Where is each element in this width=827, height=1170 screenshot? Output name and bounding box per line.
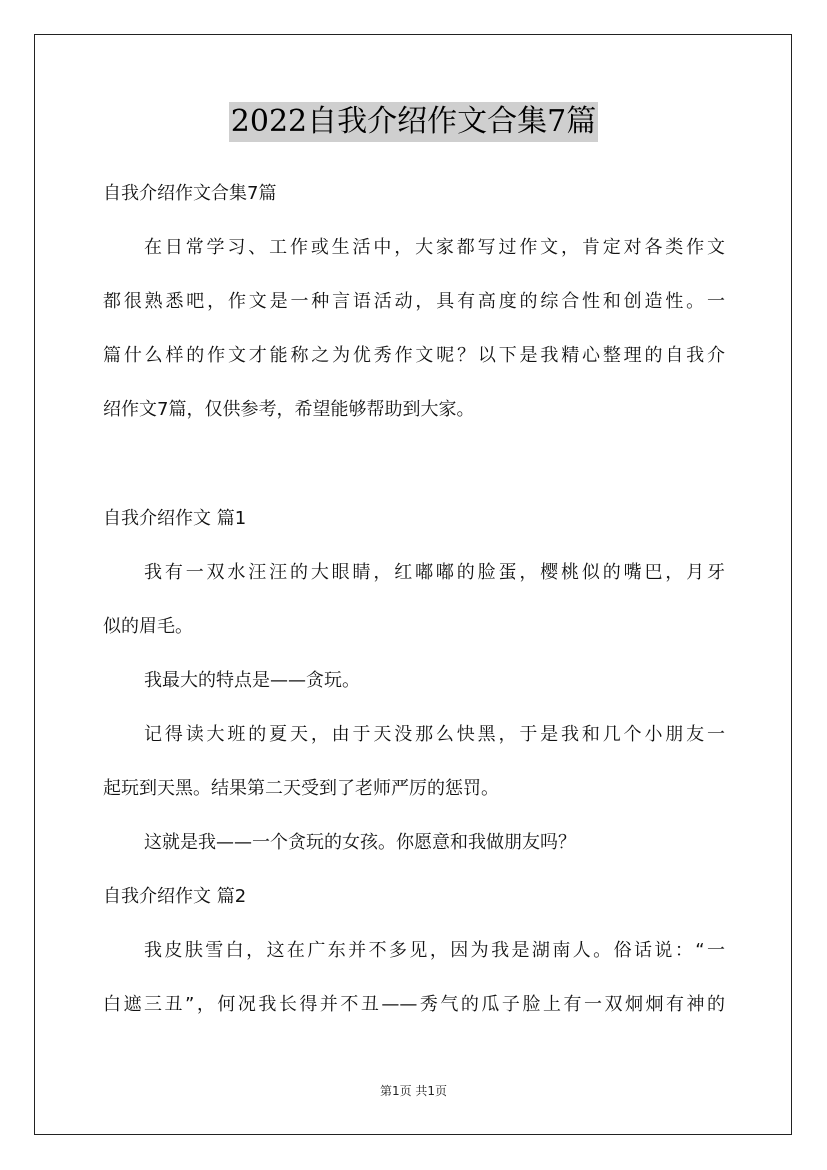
section1-line-5: 起玩到天黑。结果第二天受到了老师严厉的惩罚。 bbox=[103, 778, 499, 799]
title-container bbox=[0, 102, 827, 142]
document-subtitle: 自我介绍作文合集7篇 bbox=[103, 183, 277, 204]
intro-line-3: 篇什么样的作文才能称之为优秀作文呢？以下是我精心整理的自我介 bbox=[103, 345, 725, 366]
section1-line-3: 我最大的特点是——贪玩。 bbox=[144, 670, 360, 691]
section1-line-1: 我有一双水汪汪的大眼睛，红嘟嘟的脸蛋，樱桃似的嘴巴，月牙 bbox=[144, 562, 725, 583]
section2-line-1: 我皮肤雪白，这在广东并不多见，因为我是湖南人。俗话说：“一 bbox=[144, 940, 725, 961]
intro-line-2: 都很熟悉吧，作文是一种言语活动，具有高度的综合性和创造性。一 bbox=[103, 291, 725, 312]
section1-heading: 自我介绍作文 篇1 bbox=[103, 508, 247, 529]
intro-line-1: 在日常学习、工作或生活中，大家都写过作文，肯定对各类作文 bbox=[144, 237, 725, 258]
page-footer: 第1页 共1页 bbox=[379, 1084, 448, 1098]
section2-heading: 自我介绍作文 篇2 bbox=[103, 886, 247, 907]
section1-line-6: 这就是我——一个贪玩的女孩。你愿意和我做朋友吗？ bbox=[144, 832, 576, 853]
section2-line-2: 白遮三丑”，何况我长得并不丑——秀气的瓜子脸上有一双炯炯有神的 bbox=[103, 994, 725, 1015]
section1-line-2: 似的眉毛。 bbox=[103, 616, 193, 637]
document-title: 2022自我介绍作文合集7篇 bbox=[229, 102, 598, 142]
intro-line-4: 绍作文7篇，仅供参考，希望能够帮助到大家。 bbox=[103, 399, 475, 420]
section1-line-4: 记得读大班的夏天，由于天没那么快黑，于是我和几个小朋友一 bbox=[144, 724, 725, 745]
